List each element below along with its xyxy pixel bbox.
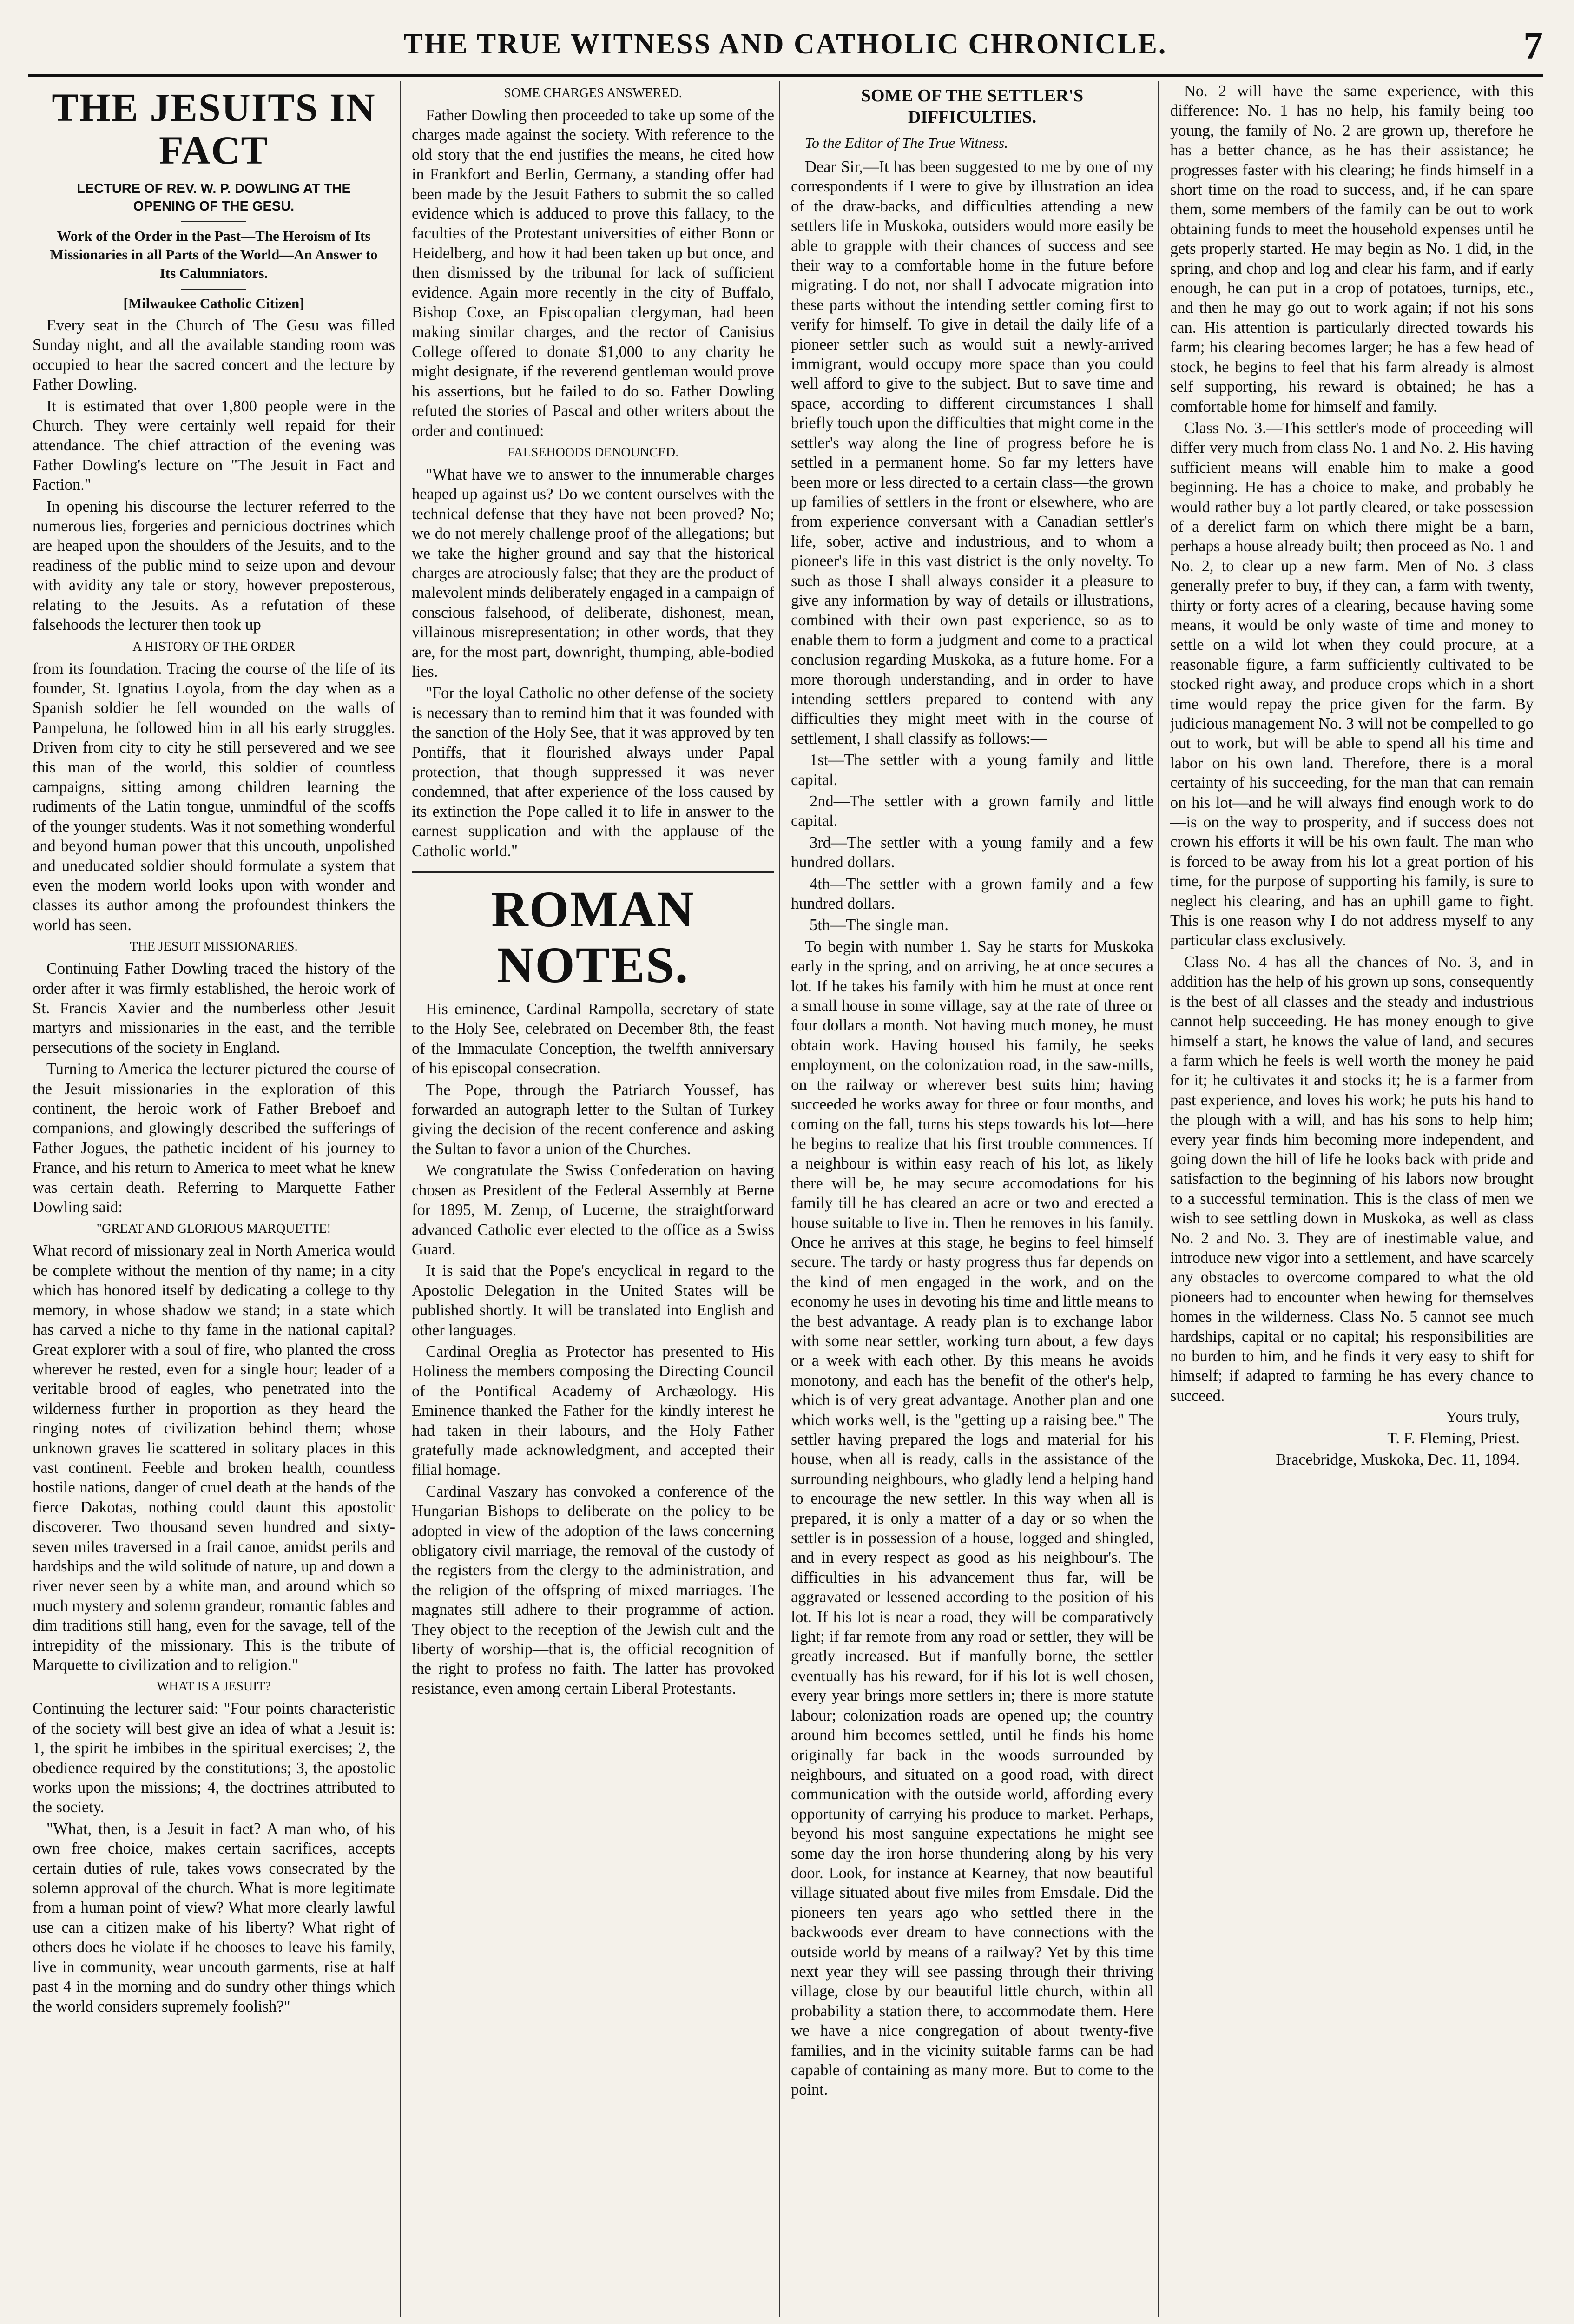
article-paragraph: Every seat in the Church of The Gesu was filled Sunday night, and all the available standing room was occupied to hear the sacred concert and the lecture by Father Dowling. <box>33 317 395 394</box>
column-1 <box>28 81 401 2317</box>
columns <box>28 81 1543 2317</box>
divider <box>181 221 246 222</box>
article-paragraph: "For the loyal Catholic no other defense of the society is necessary than to remind him that it was founded with the sanction of the Holy See, that it was approved by ten Pontiffs, that it flourished always under Papal protection, that though suppressed it was never condemned, that after experience of the loss caused by its extinction the Pope called it to life in answer to the earnest supplication and with the applause of the Catholic world." <box>412 684 774 860</box>
article-paragraph: "What, then, is a Jesuit in fact? A man who, of his own free choice, makes certain sacrifices, accepts certain duties of rule, takes vows consecrated by the solemn approval of the church. What is more legitimate from a human point of view? What more clearly lawful use can a citizen make of his liberty? What right of others does he violate if he chooses to leave his family, live in community, wear uncouth garments, rise at half past 4 in the morning and do sundry other things which the world considers supremely foolish?" <box>33 1820 395 2015</box>
class-list-item: 2nd—The settler with a grown family and little capital. <box>791 792 1153 830</box>
class-list-item: 3rd—The settler with a young family and a few hundred dollars. <box>791 833 1153 872</box>
notes-paragraph: We congratulate the Swiss Confederation on having chosen as President of the Federal Assembly at Berne for 1895, M. Zemp, of Lucerne, the straightforward advanced Catholic ever elected to the office as a Swiss Guard. <box>412 1162 774 1258</box>
article-paragraph: In opening his discourse the lecturer referred to the numerous lies, forgeries and pernicious doctrines which are heaped upon the shoulders of the Jesuits, and to the readiness of the public mind to seize upon and devour with avidity any tale or story, however preposterous, relating to the Jesuits. As a refutation of these falsehoods the lecturer then took up <box>33 497 395 634</box>
article-paragraph: from its foundation. Tracing the course of the life of its founder, St. Ignatius Loyola, from the day when as a Spanish soldier he fell wounded on the walls of Pampeluna, he followed him in all his early struggles. Driven from city to city he still persevered and we see this man of the world, this soldier of countless campaigns, sitting among children learning the rudiments of the Latin tongue, unmindful of the scoffs of the younger students. Was it not something wonderful and beyond human power that this uncouth, unpolished and uneducated soldier should formulate a system that even the modern world looks upon with wonder and classes its author among the profoundest thinkers the world has seen. <box>33 660 395 934</box>
section-head-history: A HISTORY OF THE ORDER <box>132 639 295 654</box>
notes-paragraph: It is said that the Pope's encyclical in regard to the Apostolic Delegation in the United States will be published shortly. It will be translated into English and other languages. <box>412 1262 774 1339</box>
letter-paragraph: Class No. 4 has all the chances of No. 3, and in addition has the help of his grown up sons, consequently is the best of all classes and the steady and industrious cannot help succeeding. He has money enough to give himself a start, he knows the value of land, and secures a farm which he feels is well worth the money he paid for it; he cultivates it and stocks it; he is a farmer from past experience, and loves his work; he puts his hand to the plough with a will, and has his sons to help him; every year finds him becoming more independent, and going down the hill of life he looks back with pride and satisfaction to the beginning of his labors now brought to a successful termination. This is the class of men we wish to see settling down in Muskoka, as well as class No. 2 and No. 3. They are of inestimable value, and introduce new vigor into a settlement, and have scarcely any obstacles to overcome compared to what the old pioneers had to encounter when hewing for themselves homes in the wilderness. Class No. 5 cannot see much hardships, capital or no capital; his responsibilities are no burden to him, and he finds it very easy to shift for himself; if adapted to farming he has every chance to succeed. <box>1170 953 1534 1405</box>
settlers-headline: SOME OF THE SETTLER'S DIFFICULTIES. <box>861 86 1084 127</box>
article-paragraph: Father Dowling then proceeded to take up some of the charges made against the society. With reference to the old story that the end justifies the means, he cited how in Frankfort and Berlin, Germany, a standing offer had been made by the Jesuit Fathers to submit the so called evidence which is adduced to prove this fallacy, to the faculties of the Protestant universities of either Bonn or Heidelberg, and how it had been taken up but once, and then dismissed by the tribunal for lack of sufficient evidence. Again more recently in the city of Buffalo, Bishop Coxe, an Episcopalian clergyman, had been making similar charges, and the rector of Canisius College offered to donate $1,000 to any charity he might designate, if the reverend gentleman would prove his assertions, but he failed to do so. Father Dowling refuted the stories of Pascal and other writers about the order and continued: <box>412 106 774 440</box>
jesuits-source: [Milwaukee Catholic Citizen] <box>123 295 304 311</box>
divider <box>181 289 246 290</box>
article-paragraph: Continuing the lecturer said: "Four points characteristic of the society will best give an idea of what a Jesuit is: 1, the spirit he imbibes in the spiritual exercises; 2, the obedience required by the constitutions; 3, the apostolic works upon the missions; 4, the doctrines attributed to the society. <box>33 1700 395 1816</box>
page-number: 7 <box>1523 24 1543 67</box>
letter-paragraph: Class No. 3.—This settler's mode of proceeding will differ very much from class No. 1 and No. 2. His having sufficient means will enable him to make a good beginning. He has a choice to make, and probably he would rather buy a lot partly cleared, or take possession of a derelict farm on which there might be a barn, perhaps a house already built; then proceed as No. 1 and No. 2, to clear up a new farm. Men of No. 3 class generally prefer to buy, if they can, a farm with twenty, thirty or forty acres of a clearing, because having some means, it would be only waste of time and money to settle on a wild lot when they could procure, at a reasonable figure, a farm sufficiently cultivated to be stocked right away, and produce crops which in a short time would repay the price given for the farm. By judicious management No. 3 will not be compelled to go out to work, but will be able to spend all his time and labor on his own land. Therefore, there is a moral certainty of his succeeding, for the man that can remain on his lot—and he will always find enough work to do—is on the way to prosperity, and if success does not crown his efforts it will be his own fault. The man who is forced to be away from his lot a great portion of his time, for the purpose of supporting his family, is sure to neglect his clearing, and has an uphill game to fight. This is one reason why I do not address myself to any particular class exclusively. <box>1170 419 1534 950</box>
article-paragraph: It is estimated that over 1,800 people were in the Church. They were certainly well repaid for their attendance. The chief attraction of the evening was Father Dowling's lecture on "The Jesuit in Fact and Faction." <box>33 397 395 494</box>
section-head-charges: SOME CHARGES ANSWERED. <box>504 86 682 100</box>
column-2 <box>407 81 780 2317</box>
class-list-item: 1st—The settler with a young family and little capital. <box>791 751 1153 789</box>
article-paragraph: Continuing Father Dowling traced the history of the order after it was firmly established, the heroic work of St. Francis Xavier and the numberless other Jesuit martyrs and missionaries in the east, and the terrible persecutions of the society in England. <box>33 960 395 1056</box>
class-list-item: 4th—The settler with a grown family and a few hundred dollars. <box>791 875 1153 913</box>
article-paragraph: "What have we to answer to the innumerable charges heaped up against us? Do we content ourselves with the technical defense that they have not been proved? No; we do not merely challenge proof of the allegations; but we take the higher ground and say that the historical charges are atrociously false; that they are the product of malevolent minds deliberately engaged in a campaign of conscious falsehood, of deliberate, dishonest, mean, villainous misrepresentation; in other words, that they are, for the most part, downright, thumping, able-bodied lies. <box>412 465 774 680</box>
letter-paragraph: To begin with number 1. Say he starts for Muskoka early in the spring, and on arriving, he at once secures a lot. If he takes his family with him he must at once rent a small house in some village, say at the rate of three or four dollars a month. Not having much money, he must obtain work. Having housed his family, he seeks employment, on the colonization road, in the saw-mills, on the railway or wherever best suits him; having succeeded he works away for three or four months, and coming on the fall, turns his steps towards his lot—here he begins to realize that his first trouble commences. If a neighbour is within easy reach of his lot, as likely there will be, he may secure accomodations for his family till he has cleared an acre or two and erected a house suitable to live in. Then he removes in his family. Once he arrives at this stage, he begins to feel himself secure. The tardy or hasty progress thus far depends on the kind of men engaged in the work, and on the economy he uses in devoting his time and little means to the best advantage. A ready plan is to exchange labor with some near settler, working turn about, a few days or a week with each other. By this means he avoids monotony, and each has the benefit of the other's help, which is of very great advantage. Another plan and one which works well, is the "getting up a raising bee." The settler having prepared the logs and material for his house, when all is ready, calls in the assistance of the surrounding neighbours, who gladly lend a helping hand to encourage the new settler. In this way when all is prepared, it is only a matter of a day or so when the settler is in possession of a house, logged and shingled, and in every respect as good as his neighbour's. The difficulties in his advancement thus far, will be aggravated or lessened according to the position of his lot. If his lot is near a road, they will be comparatively light; if far remote from any road or settler, they will be greatly increased. But if manfully borne, the settler eventually has his reward, for if his lot is well chosen, every year brings more settlers in; there is more statute labour; colonization roads are opened up; the country around him becomes settled, until he finds his home originally far back in the woods surrounded by neighbours, and situated on a good road, with direct communication with the outside world, affording every opportunity of carrying his produce to market. Perhaps, beyond his most sanguine expectations he might see some day the iron horse thundering along by his very door. Look, for instance at Kearney, that now beautiful village situated about five miles from Emsdale. Did the pioneers ten years ago who settled there in the backwoods ever dream to have connections with the outside world by means of a railway? Yet by this time next year they will see passing through their thriving village, close by our beautiful little church, within all probability a station there, to accommodate them. Here we have a nice congregation of about twenty-five families, and in the vicinity suitable farms can be had capable of containing as many more. But to come to the point. <box>791 938 1153 2099</box>
letter-signature: T. F. Fleming, Priest. <box>1387 1430 1520 1447</box>
section-head-falsehoods: FALSEHOODS DENOUNCED. <box>507 445 679 460</box>
roman-notes-headline: ROMAN NOTES. <box>412 871 774 993</box>
column-4 <box>1166 81 1538 2317</box>
letter-paragraph: No. 2 will have the same experience, with this difference: No. 1 has no help, his family being too young, the family of No. 2 are grown up, therefore he has a better chance, as he has their assistance; he progresses faster with his clearing; he finds himself in a short time on the road to success, and, if he can spare them, some members of the family can be out to work obtaining funds to meet the household expenses until he gets properly started. He may begin as No. 1 did, in the spring, and chop and log and clear his farm, and if early enough, he can put in a crop of potatoes, turnips, etc., and then he may go out to work again; if not his sons can. His attention is particularly directed towards his farm; his clearing becomes larger; he has a few head of stock, he begins to feel that his farm already is almost self supporting, his reward is obtained; he has a comfortable home for himself and family. <box>1170 82 1534 416</box>
letter-place-date: Bracebridge, Muskoka, Dec. 11, 1894. <box>1276 1451 1520 1469</box>
section-head-marquette: "GREAT AND GLORIOUS MARQUETTE! <box>96 1221 331 1236</box>
notes-paragraph: The Pope, through the Patriarch Youssef, has forwarded an autograph letter to the Sultan of Turkey giving the decision of the recent conference and asking the Sultan to favor a union of the Churches. <box>412 1081 774 1158</box>
notes-paragraph: Cardinal Oreglia as Protector has presented to His Holiness the members composing the Directing Council of the Pontifical Academy of Archæology. His Eminence thanked the Father for the kindly interest he had taken in their labours, and the Holy Father gratefully made acknowledgment, and accepted their filial homage. <box>412 1342 774 1479</box>
to-editor-line: To the Editor of The True Witness. <box>805 134 1008 151</box>
section-head-what-is-a-jesuit: WHAT IS A JESUIT? <box>156 1679 271 1694</box>
letter-close: Yours truly, <box>1446 1408 1520 1426</box>
article-paragraph: Turning to America the lecturer pictured the course of the Jesuit missionaries in the exploration of this continent, the heroic work of Father Breboef and companions, and glowingly described the sufferings of Father Jogues, the pathetic incident of his journey to France, and his return to America to meet what he knew was certain death. Referring to Marquette Father Dowling said: <box>33 1060 395 1216</box>
jesuits-subhead: LECTURE OF REV. W. P. DOWLING AT THE OPENING OF THE GESU. <box>77 181 351 214</box>
section-head-missionaries: THE JESUIT MISSIONARIES. <box>130 939 298 954</box>
jesuits-headline: THE JESUITS IN FACT <box>52 85 376 172</box>
notes-paragraph: Cardinal Vaszary has convoked a conference of the Hungarian Bishops to deliberate on the policy to be adopted in view of the adoption of the laws concerning obligatory civil marriage, the removal of the custody of the registers from the clergy to the administration, and the religion of the offspring of mixed marriages. The magnates still adhere to their programme of action. They object to the reception of the Jewish cult and the liberty of worship—that is, the official recognition of the right to profess no faith. The latter has provoked resistance, even among certain Liberal Protestants. <box>412 1482 774 1697</box>
running-head <box>28 14 1543 77</box>
letter-paragraph: Dear Sir,—It has been suggested to me by one of my correspondents if I were to give by illustration an idea of the draw-backs, and difficulties attending a new settlers life in Muskoka, outsiders would more easily be able to grapple with their chances of success and see their way to a comfortable home in the future before migrating. I do not, nor shall I advocate migration into these parts without the intending settler coming first to verify for himself. To give in detail the daily life of a pioneer settler such as would suit a newly-arrived immigrant, would occupy more space than you could well afford to give to the subject. But to save time and space, according to different circumstances I shall briefly touch upon the difficulties that might come in the settler's way along the line of progress before he is settled in a permanent home. So far my letters have been more or less directed to a certain class—the grown up families of settlers in the front or elsewhere, who are from experience conversant with a Canadian settler's life, sober, active and industrious, and to whom a pioneer's life in this vast district is the only novelty. To such as those I shall always consider it a pleasure to give any information by way of details or illustrations, combined with their own past experience, so as to enable them to form a judgment and come to a practical conclusion regarding Muskoka, as a future home. For a more thorough understanding, and in order to have intending settlers prepared to contend with any difficulties they might meet with in the course of settlement, I shall classify as follows:— <box>791 158 1153 747</box>
article-paragraph: What record of missionary zeal in North America would be complete without the mention of thy name; in a city which has honored itself by dedicating a college to thy memory, in whose shadow we stand; in a state which has carved a niche to thy fame in the national capital? Great explorer with a soul of fire, who planted the cross wherever he rested, even for a single hour; leader of a veritable brood of eagles, who penetrated into the wilderness further in proportion as they heard the ringing notes of civilization behind them; whose unknown graves lie scattered in solitary places in this vast continent. Feeble and broken health, countless hostile nations, danger of cruel death at the hands of the fierce Dakotas, nothing could daunt this apostolic discoverer. Two thousand seven hundred and sixty-seven miles traversed in a frail canoe, amidst perils and hardships and the wild solitude of nature, up and down a river never seen by a white man, and around which so much mystery and solemn grandeur, romantic fables and dim traditions still hang, even for the savage, tell of the intrepidity of the missionary. This is the tribute of Marquette to civilization and to religion." <box>33 1242 395 1674</box>
class-list-item: 5th—The single man. <box>810 916 948 934</box>
column-3 <box>786 81 1159 2317</box>
masthead-title: THE TRUE WITNESS AND CATHOLIC CHRONICLE. <box>403 28 1167 60</box>
jesuits-deck: Work of the Order in the Past—The Heroism of Its Missionaries in all Parts of the World—An Answer to Its Calumniators. <box>50 228 378 281</box>
notes-paragraph: His eminence, Cardinal Rampolla, secretary of state to the Holy See, celebrated on December 8th, the feast of the Immaculate Conception, the twelfth anniversary of his episcopal consecration. <box>412 1000 774 1077</box>
